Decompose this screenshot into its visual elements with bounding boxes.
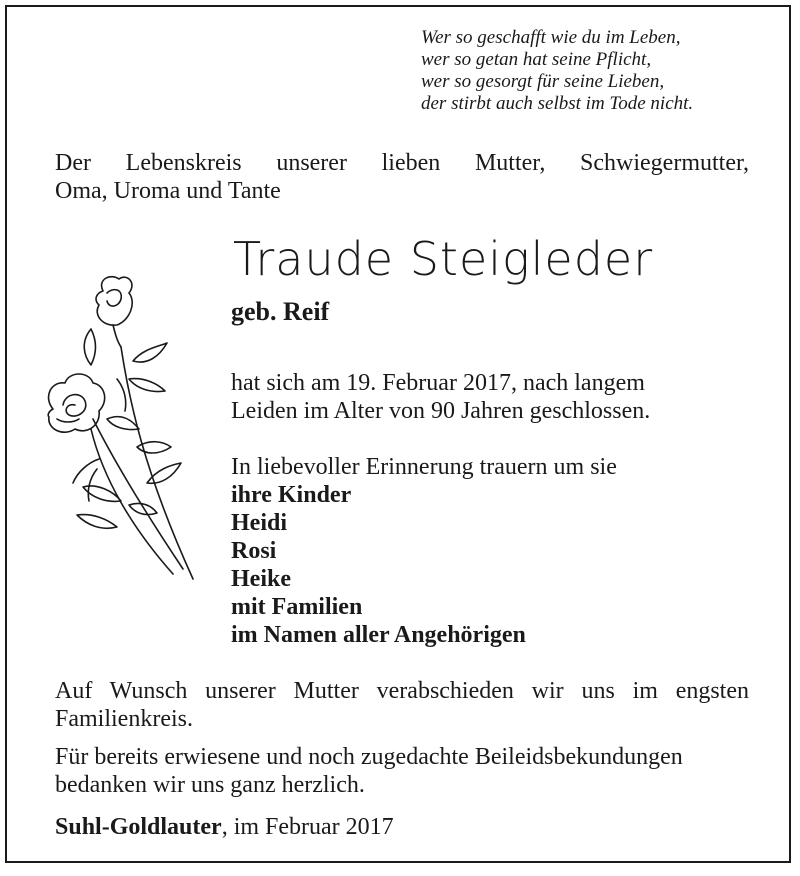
thanks-note xyxy=(55,743,749,799)
mourners-block xyxy=(231,453,617,649)
notice-line: Leiden im Alter von 90 Jahren geschlossen. xyxy=(231,398,651,424)
mourner-line: ihre Kinder xyxy=(231,482,352,508)
poem-line: der stirbt auch selbst im Tode nicht. xyxy=(421,93,694,114)
signoff-place: Suhl-Goldlauter xyxy=(55,814,222,840)
funeral-note-line: Auf Wunsch unserer Mutter verabschieden wir uns im engsten xyxy=(55,678,749,704)
mourners-intro: In liebevoller Erinnerung trauern um sie xyxy=(231,454,617,480)
birth-name: geb. Reif xyxy=(231,297,330,326)
memorial-poem xyxy=(421,27,761,115)
mourner-line: mit Familien xyxy=(231,594,363,620)
signoff xyxy=(55,813,749,841)
poem-line: wer so getan hat seine Pflicht, xyxy=(421,49,652,70)
signoff-date: , im Februar 2017 xyxy=(221,814,394,840)
poem-line: wer so gesorgt für seine Lieben, xyxy=(421,71,665,92)
thanks-line: bedanken wir uns ganz herzlich. xyxy=(55,772,365,798)
obituary-frame xyxy=(5,5,791,863)
intro-text xyxy=(55,149,749,205)
thanks-line: Für bereits erwiesene und noch zugedachte Beileidsbekundungen xyxy=(55,744,683,770)
mourner-line: Heike xyxy=(231,566,291,592)
notice-line: hat sich am 19. Februar 2017, nach langem xyxy=(231,370,645,396)
deceased-name: Traude Steigleder xyxy=(233,232,654,286)
poem-line: Wer so geschafft wie du im Leben, xyxy=(421,27,681,48)
roses-bouquet-icon xyxy=(33,269,223,589)
intro-line: Oma, Uroma und Tante xyxy=(55,178,281,204)
mourner-line: im Namen aller Angehörigen xyxy=(231,622,526,648)
mourner-line: Rosi xyxy=(231,538,277,564)
funeral-note-line: Familienkreis. xyxy=(55,706,193,732)
funeral-note xyxy=(55,677,749,733)
death-notice xyxy=(231,369,650,425)
mourner-line: Heidi xyxy=(231,510,288,536)
intro-line: Der Lebenskreis unserer lieben Mutter, Schwiegermutter, xyxy=(55,150,749,176)
